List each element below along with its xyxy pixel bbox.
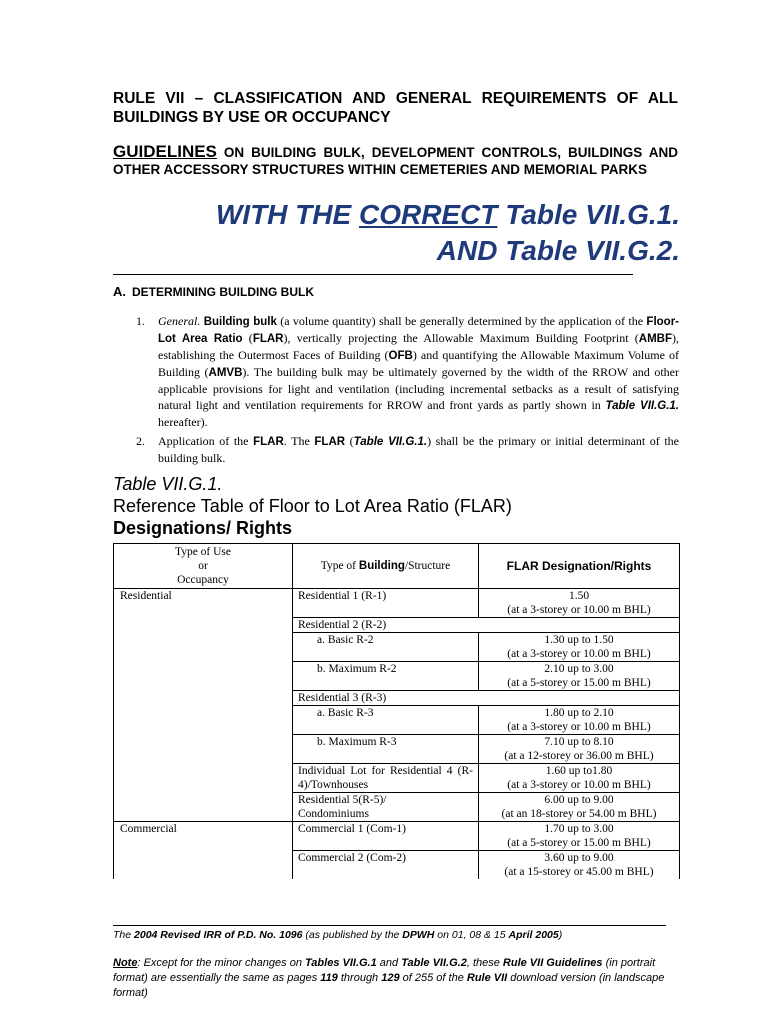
flar-value-cell: 1.50 (at a 3-storey or 10.00 m BHL) (479, 589, 680, 618)
horizontal-divider (113, 274, 633, 275)
section-title: DETERMINING BUILDING BULK (132, 285, 314, 299)
flar-value-cell: 7.10 up to 8.10 (at a 12-storey or 36.00 m BHL) (479, 735, 680, 764)
flar-value-cell: 1.30 up to 1.50 (at a 3-storey or 10.00 m BHL) (479, 633, 680, 662)
building-type-cell: a. Basic R-3 (293, 706, 479, 735)
list-item-application (136, 433, 679, 466)
table-title (113, 473, 512, 539)
correction-headline (113, 197, 680, 269)
headline-line-2: AND Table VII.G.2. (436, 235, 680, 266)
table-caption-2: Designations/ Rights (113, 518, 293, 538)
header-building-type: Type of Building/Structure (293, 544, 479, 589)
section-heading (113, 284, 314, 299)
rule-title: RULE VII – CLASSIFICATION AND GENERAL REQUIREMENTS OF ALL BUILDINGS BY USE OR OCCUPANCY (113, 90, 678, 126)
building-type-cell: Commercial 1 (Com-1) (293, 822, 479, 851)
building-type-cell: Residential 1 (R-1) (293, 589, 479, 618)
table-number: Table VII.G.1. (113, 474, 223, 494)
flar-value-cell: 6.00 up to 9.00 (at an 18-storey or 54.00 m BHL) (479, 793, 680, 822)
list-item-text: General. Building bulk (a volume quantity) shall be generally determined by the application of the Floor-Lot Area Ratio (FLAR), vertically projecting the Allowable Maximum Building Footprint (AMBF), establishing the Outermost Faces of Building (OFB) and quantifying the Allowable Maximum Volume of Building (AMVB). The building bulk may be ultimately governed by the width of the RROW and other applicable provisions for light and ventilation (including incremental setbacks as a result of satisfying natural light and ventilation requirements for RROW and front yards as partly shown in Table VII.G.1. hereafter). (158, 314, 680, 429)
header-occupancy: Type of Use or Occupancy (114, 544, 293, 589)
guidelines-word: GUIDELINES (113, 142, 217, 161)
footer-source: The 2004 Revised IRR of P.D. No. 1096 (as published by the DPWH on 01, 08 & 15 April 2005) (113, 929, 563, 941)
list-item-text: Application of the FLAR. The FLAR (Table VII.G.1.) shall be the primary or initial determinant of the building bulk. (158, 434, 679, 465)
table-row (114, 822, 680, 851)
list-number: 2. (136, 434, 145, 448)
table-caption: Reference Table of Floor to Lot Area Ratio (FLAR) (113, 496, 512, 516)
guidelines-heading (113, 143, 678, 178)
flar-value-cell: 1.70 up to 3.00 (at a 5-storey or 15.00 m BHL) (479, 822, 680, 851)
building-type-cell: b. Maximum R-2 (293, 662, 479, 691)
list-number: 1. (136, 314, 145, 328)
flar-table (113, 543, 680, 879)
footer-divider (113, 925, 666, 926)
building-type-cell: Residential 3 (R-3) (293, 691, 680, 706)
occupancy-commercial: Commercial (114, 822, 293, 880)
building-type-cell: a. Basic R-2 (293, 633, 479, 662)
section-letter: A. (113, 284, 126, 299)
building-type-cell: Commercial 2 (Com-2) (293, 851, 479, 880)
building-type-cell: Individual Lot for Residential 4 (R-4)/Townhouses (293, 764, 479, 793)
footer-note: Note: Except for the minor changes on Tables VII.G.1 and Table VII.G.2, these Rule VII Guidelines (in portrait format) are essentially the same as pages 119 through 129 of 255 of the Rule VII download version (in landscape format) (113, 957, 665, 999)
flar-value-cell: 1.60 up to1.80 (at a 3-storey or 10.00 m BHL) (479, 764, 680, 793)
flar-value-cell: 2.10 up to 3.00 (at a 5-storey or 15.00 m BHL) (479, 662, 680, 691)
headline-correct-word: CORRECT (358, 199, 498, 230)
note-label: Note (113, 957, 138, 969)
building-type-cell: Residential 5(R-5)/ Condominiums (293, 793, 479, 822)
guidelines-text: ON BUILDING BULK, DEVELOPMENT CONTROLS, BUILDINGS AND OTHER ACCESSORY STRUCTURES WITHIN CEMETERIES AND MEMORIAL PARKS (113, 145, 678, 177)
building-type-cell: b. Maximum R-3 (293, 735, 479, 764)
table-row (114, 589, 680, 618)
flar-value-cell: 1.80 up to 2.10 (at a 3-storey or 10.00 m BHL) (479, 706, 680, 735)
building-type-cell: Residential 2 (R-2) (293, 618, 680, 633)
headline-line-1: WITH THE CORRECT Table VII.G.1. (215, 199, 680, 230)
flar-value-cell: 3.60 up to 9.00 (at a 15-storey or 45.00 m BHL) (479, 851, 680, 880)
occupancy-residential: Residential (114, 589, 293, 822)
header-flar: FLAR Designation/Rights (479, 544, 680, 589)
table-header-row (114, 544, 680, 589)
list-item-general (136, 313, 679, 430)
